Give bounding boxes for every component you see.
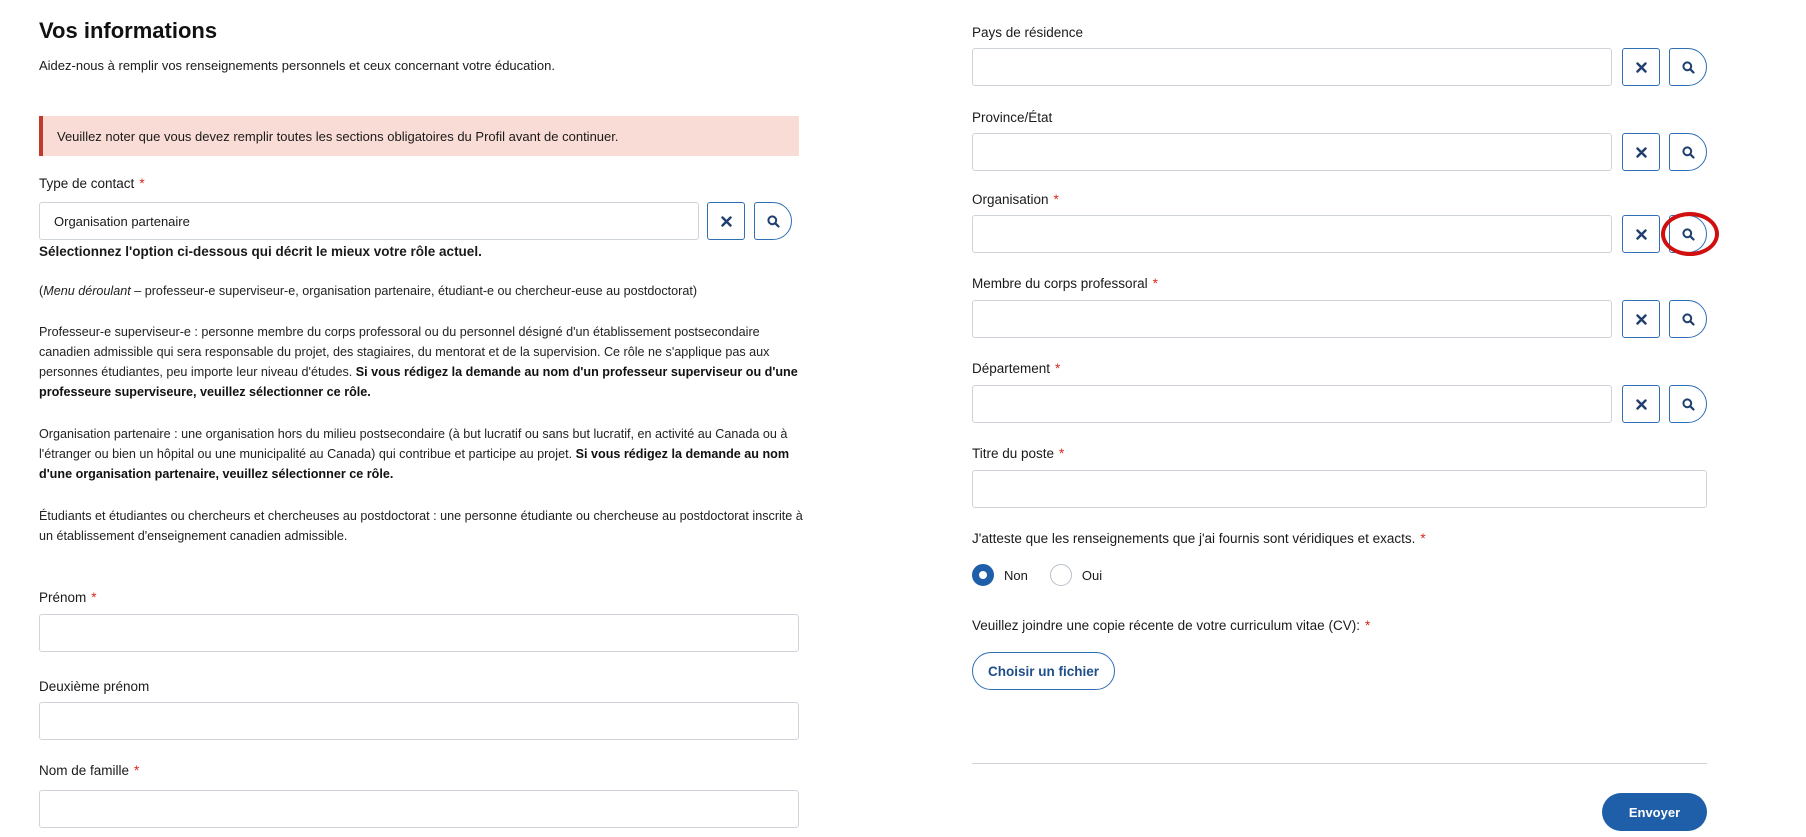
province-search-button[interactable]: [1669, 133, 1707, 171]
submit-button[interactable]: [1602, 793, 1707, 831]
student-text: Étudiants et étudiantes ou chercheurs et chercheuses au postdoctorat : une personne étudiante ou chercheuse au postdoctorat inscrite à un établissement d'enseignement canadien admissible.: [39, 509, 803, 543]
contact-type-label: [39, 176, 145, 191]
organisation-field[interactable]: [972, 215, 1612, 253]
attestation-label-text: J'atteste que les renseignements que j'ai fournis sont véridiques et exacts.: [972, 531, 1416, 546]
faculty-member-label: [972, 276, 1158, 291]
required-sections-alert: [39, 116, 799, 156]
province-label-text: Province/État: [972, 110, 1053, 125]
required-marker: *: [134, 763, 140, 778]
required-marker: *: [1364, 618, 1371, 633]
close-icon: [1636, 147, 1647, 158]
last-name-label-text: Nom de famille: [39, 763, 130, 778]
menu-note: [39, 281, 809, 301]
cv-label-text: Veuillez joindre une copie récente de votre curriculum vitae (CV):: [972, 618, 1360, 633]
contact-type-search-button[interactable]: [754, 202, 792, 240]
attestation-radio-group: [972, 564, 1124, 586]
choose-file-label: Choisir un fichier: [988, 663, 1100, 679]
first-name-label: [39, 590, 97, 605]
role-partner-description: [39, 424, 809, 484]
required-marker: *: [1059, 446, 1065, 461]
department-field[interactable]: [972, 385, 1612, 423]
job-title-input[interactable]: [972, 470, 1707, 508]
menu-note-italic: Menu déroulant: [43, 284, 131, 298]
organisation-label-text: Organisation: [972, 192, 1049, 207]
close-icon: [1636, 314, 1647, 325]
last-name-label: [39, 763, 139, 778]
last-name-input[interactable]: [39, 790, 799, 828]
first-name-input[interactable]: [39, 614, 799, 652]
search-icon: [767, 215, 780, 228]
alert-text: Veuillez noter que vous devez remplir toutes les sections obligatoires du Profil avant de continuer.: [57, 128, 619, 144]
contact-type-clear-button[interactable]: [707, 202, 745, 240]
country-label-text: Pays de résidence: [972, 25, 1084, 40]
search-icon: [1682, 146, 1695, 159]
role-helper-title: Sélectionnez l'option ci-dessous qui décrit le mieux votre rôle actuel.: [39, 244, 482, 259]
partner-bold-text: Si vous rédigez la demande au nom d'une organisation partenaire, veuillez sélectionner ce rôle.: [39, 447, 790, 481]
choose-file-button[interactable]: [972, 652, 1115, 690]
attestation-label: [972, 531, 1426, 546]
organisation-search-button[interactable]: [1669, 215, 1707, 253]
search-icon: [1682, 313, 1695, 326]
department-search-button[interactable]: [1669, 385, 1707, 423]
required-marker: *: [1055, 361, 1061, 376]
close-icon: [1636, 62, 1647, 73]
partner-text: Organisation partenaire : une organisation hors du milieu postsecondaire (à but lucratif ou sans but lucratif, en activité au Canada ou à l'étranger ou bien un hôpital ou une municipalité au Canada) qui contribue et participe au projet.: [39, 427, 788, 461]
department-label: [972, 361, 1060, 376]
search-icon: [1682, 228, 1695, 241]
close-icon: [721, 216, 732, 227]
role-professor-description: [39, 322, 809, 402]
department-clear-button[interactable]: [1622, 385, 1660, 423]
attestation-option-oui-label: Oui: [1081, 567, 1103, 583]
required-marker: *: [91, 590, 97, 605]
search-icon: [1682, 61, 1695, 74]
job-title-label: [972, 446, 1064, 461]
required-marker: *: [1420, 531, 1426, 546]
cv-label: [972, 618, 1370, 633]
contact-type-value: Organisation partenaire: [54, 213, 190, 229]
organisation-label: [972, 192, 1059, 207]
country-label: [972, 25, 1083, 40]
middle-name-label: [39, 679, 149, 694]
province-label: [972, 110, 1052, 125]
middle-name-label-text: Deuxième prénom: [39, 679, 150, 694]
section-title: Vos informations: [39, 18, 218, 43]
required-marker: *: [1053, 192, 1059, 207]
department-label-text: Département: [972, 361, 1051, 376]
menu-note-prefix: (: [39, 284, 44, 298]
attestation-radio-non[interactable]: [972, 564, 994, 586]
professor-text: Professeur-e superviseur-e : personne membre du corps professoral ou du personnel désigné d'un établissement postsecondaire canadien admissible qui sera responsable du projet, des stagiaires, du mentorat et de la supervision. Ce rôle ne s'applique pas aux personnes étudiantes, peu importe leur niveau d'études.: [39, 325, 770, 379]
country-search-button[interactable]: [1669, 48, 1707, 86]
attestation-radio-oui[interactable]: [1050, 564, 1072, 586]
faculty-member-field[interactable]: [972, 300, 1612, 338]
menu-note-rest: – professeur-e superviseur-e, organisation partenaire, étudiant-e ou chercheur-euse au postdoctorat): [130, 284, 698, 298]
faculty-member-search-button[interactable]: [1669, 300, 1707, 338]
contact-type-label-text: Type de contact: [39, 176, 135, 191]
required-marker: *: [139, 176, 145, 191]
faculty-member-clear-button[interactable]: [1622, 300, 1660, 338]
job-title-label-text: Titre du poste: [972, 446, 1055, 461]
province-field[interactable]: [972, 133, 1612, 171]
close-icon: [1636, 399, 1647, 410]
section-intro: Aidez-nous à remplir vos renseignements personnels et ceux concernant votre éducation.: [39, 58, 555, 73]
organisation-clear-button[interactable]: [1622, 215, 1660, 253]
contact-type-field[interactable]: [39, 202, 699, 240]
country-field[interactable]: [972, 48, 1612, 86]
middle-name-input[interactable]: [39, 702, 799, 740]
role-student-description: [39, 506, 809, 546]
country-clear-button[interactable]: [1622, 48, 1660, 86]
province-clear-button[interactable]: [1622, 133, 1660, 171]
search-icon: [1682, 398, 1695, 411]
divider: [972, 763, 1707, 764]
faculty-member-label-text: Membre du corps professoral: [972, 276, 1148, 291]
submit-label: Envoyer: [1628, 804, 1681, 820]
first-name-label-text: Prénom: [39, 590, 87, 605]
professor-bold-text: Si vous rédigez la demande au nom d'un professeur superviseur ou d'une professeure superviseure, veuillez sélectionner ce rôle.: [39, 365, 798, 399]
attestation-option-non-label: Non: [1004, 567, 1028, 583]
close-icon: [1636, 229, 1647, 240]
required-marker: *: [1152, 276, 1158, 291]
